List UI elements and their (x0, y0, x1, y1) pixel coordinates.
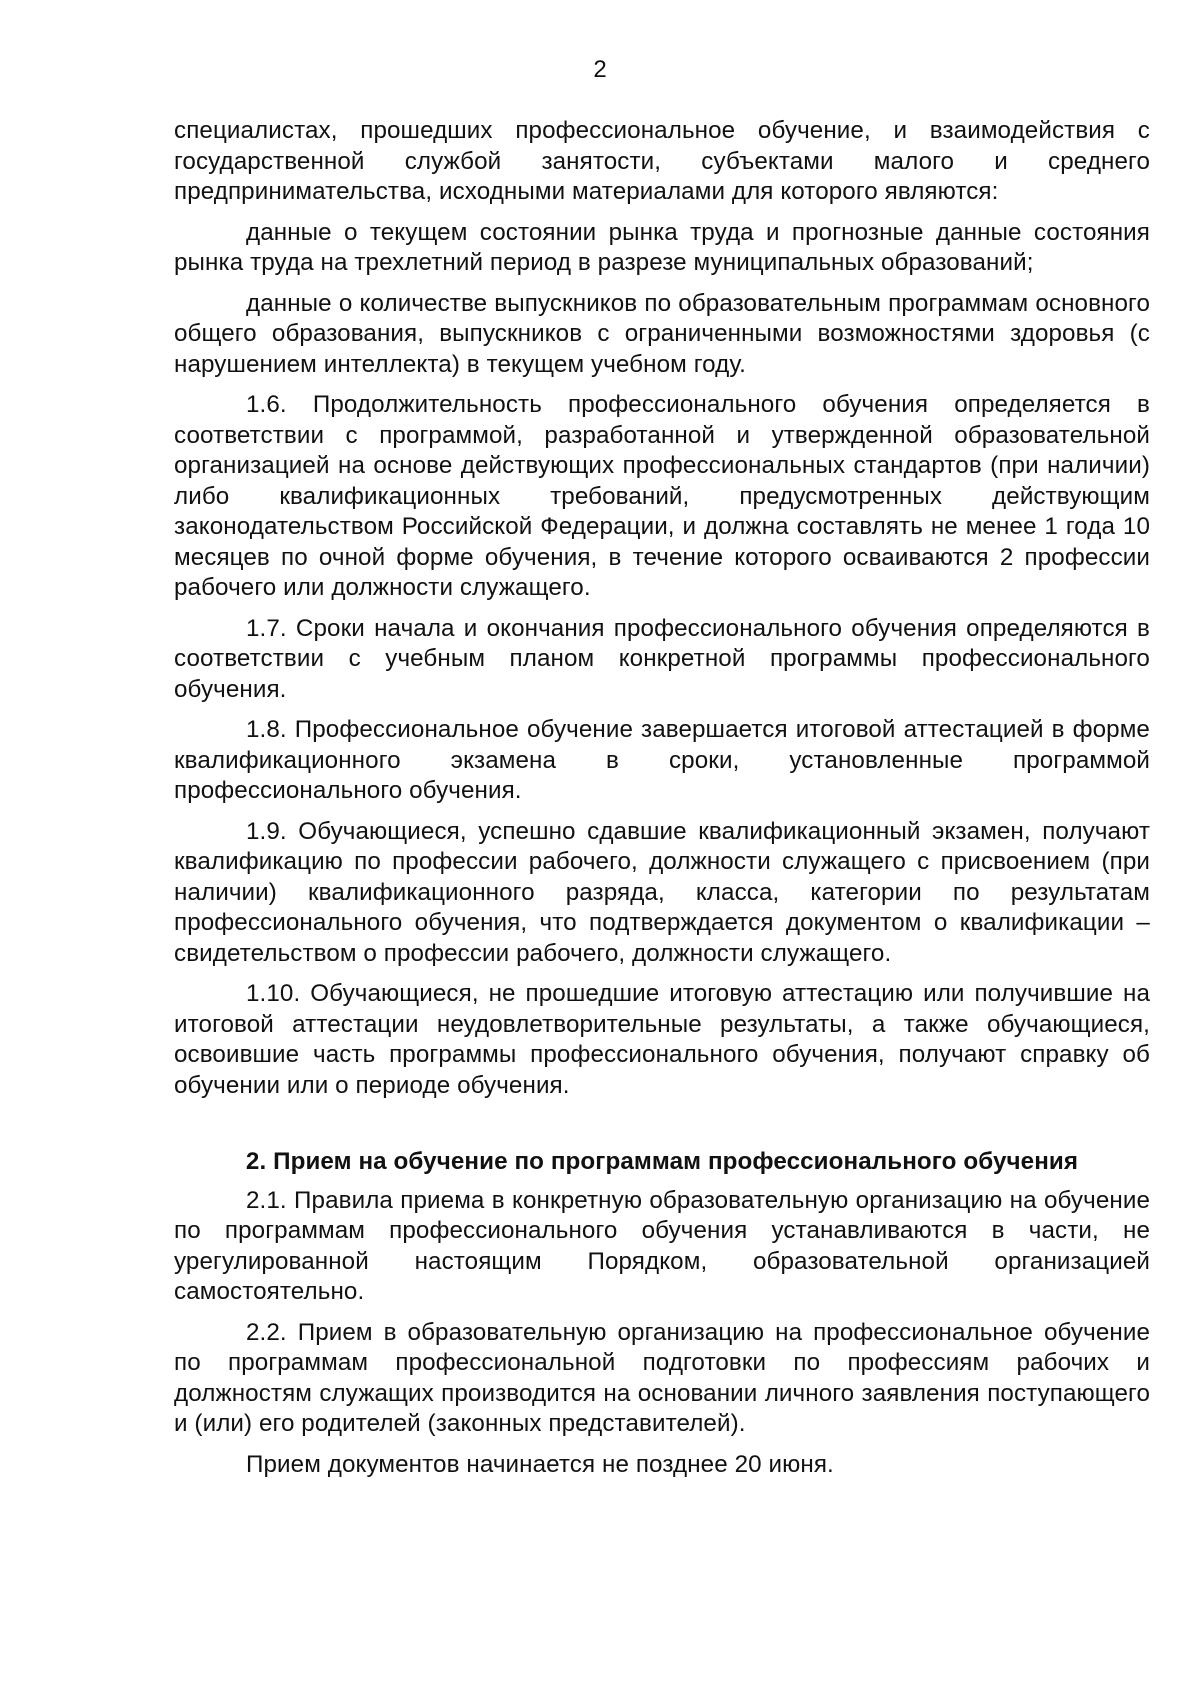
paragraph-2-1: 2.1. Правила приема в конкретную образовательную организацию на обучение по программам профессионального обучения устанавливаются в части, не урегулированной настоящим Порядком, образовательной организацией самостоятельно. (174, 1186, 1150, 1305)
page-number: 2 (593, 56, 607, 83)
document-body (174, 116, 1150, 1490)
paragraph-continuation: специалистах, прошедших профессиональное обучение, и взаимодействия с государственной службой занятости, субъектами малого и среднего предпринимательства, исходными материалами для которого являются: (174, 117, 1150, 205)
section-2-heading: 2. Прием на обучение по программам профессионального обучения (245, 1148, 1079, 1175)
paragraph-2-2: 2.2. Прием в образовательную организацию на профессиональное обучение по программам профессиональной подготовки по профессиям рабочих и должностям служащих производится на основании личного заявления поступающего и (или) его родителей (законных представителей). (174, 1318, 1150, 1437)
paragraph-1-6: 1.6. Продолжительность профессионального обучения определяется в соответствии с программой, разработанной и утвержденной образовательной организацией на основе действующих профессиональных стандартов (при наличии) либо квалификационных требований, предусмотренных действующим законодательством Российской Федерации, и должна составлять не менее 1 года 10 месяцев по очной форме обучения, в течение которого осваиваются 2 профессии рабочего или должности служащего. (174, 391, 1150, 601)
paragraph-graduates-data: данные о количестве выпускников по образовательным программам основного общего образования, выпускников с ограниченными возможностями здоровья (с нарушением интеллекта) в текущем учебном году. (174, 289, 1150, 378)
section-1-continuation (174, 116, 1150, 1101)
paragraph-document-deadline: Прием документов начинается не позднее 20 июня. (246, 1450, 834, 1478)
paragraph-labor-market-data: данные о текущем состоянии рынка труда и прогнозные данные состояния рынка труда на трехлетний период в разрезе муниципальных образований; (174, 218, 1150, 276)
paragraph-1-10: 1.10. Обучающиеся, не прошедшие итоговую аттестацию или получившие на итоговой аттестации неудовлетворительные результаты, а также обучающиеся, освоившие часть программы профессионального обучения, получают справку об обучении или о периоде обучения. (174, 980, 1150, 1099)
section-2 (174, 1186, 1150, 1481)
paragraph-1-9: 1.9. Обучающиеся, успешно сдавшие квалификационный экзамен, получают квалификацию по профессии рабочего, должности служащего с присвоением (при наличии) квалификационного разряда, класса, категории по результатам профессионального обучения, что подтверждается документом о квалификации – свидетельством о профессии рабочего, должности служащего. (174, 817, 1150, 967)
paragraph-1-7: 1.7. Сроки начала и окончания профессионального обучения определяются в соответствии с учебным планом конкретной программы профессионального обучения. (174, 614, 1150, 703)
paragraph-1-8: 1.8. Профессиональное обучение завершается итоговой аттестацией в форме квалификационного экзамена в сроки, установленные программой профессионального обучения. (174, 716, 1150, 804)
